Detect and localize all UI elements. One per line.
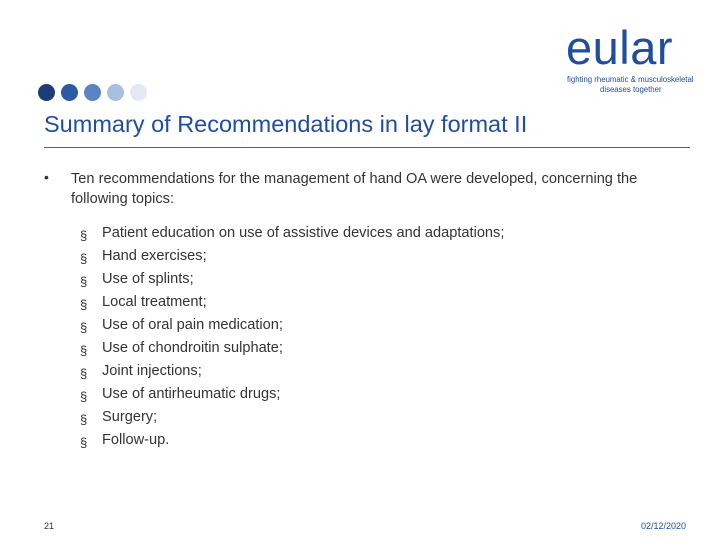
footer-date: 02/12/2020 xyxy=(640,521,686,531)
square-bullet-icon: § xyxy=(80,251,88,266)
square-bullet-icon: § xyxy=(80,412,88,427)
logo-tagline-1: fighting rheumatic & musculoskeletal xyxy=(567,75,694,84)
list-item-text: Use of antirheumatic drugs; xyxy=(102,386,281,402)
dot-1 xyxy=(38,84,55,101)
title-divider xyxy=(44,147,690,148)
square-bullet-icon: § xyxy=(80,343,88,358)
dot-3 xyxy=(84,84,101,101)
list-item-text: Use of chondroitin sulphate; xyxy=(102,340,283,356)
logo-wordmark: eular xyxy=(566,21,674,74)
list-item-text: Use of splints; xyxy=(102,271,194,287)
list-item-text: Joint injections; xyxy=(102,363,202,379)
list-item-text: Surgery; xyxy=(102,409,158,425)
logo-tagline-2: diseases together xyxy=(600,85,662,94)
list-item-text: Follow-up. xyxy=(102,432,170,448)
dot-4 xyxy=(107,84,124,101)
page-number: 21 xyxy=(44,521,55,531)
list-item-text: Patient education on use of assistive devices and adaptations; xyxy=(102,225,505,241)
square-bullet-icon: § xyxy=(80,297,88,312)
slide-title: Summary of Recommendations in lay format II xyxy=(44,111,528,137)
square-bullet-icon: § xyxy=(80,320,88,335)
intro-text: Ten recommendations for the management of hand OA were developed, concerning the following topics: xyxy=(71,171,638,207)
dot-5 xyxy=(130,84,147,101)
list-item-text: Use of oral pain medication; xyxy=(102,317,283,333)
intro-bullet: • xyxy=(44,169,49,185)
square-bullet-icon: § xyxy=(80,366,88,381)
list-item-text: Hand exercises; xyxy=(102,248,207,264)
square-bullet-icon: § xyxy=(80,389,88,404)
square-bullet-icon: § xyxy=(80,228,88,243)
square-bullet-icon: § xyxy=(80,274,88,289)
eular-logo xyxy=(558,20,698,100)
square-bullet-icon: § xyxy=(80,435,88,450)
dot-2 xyxy=(61,84,78,101)
list-item-text: Local treatment; xyxy=(102,294,207,310)
